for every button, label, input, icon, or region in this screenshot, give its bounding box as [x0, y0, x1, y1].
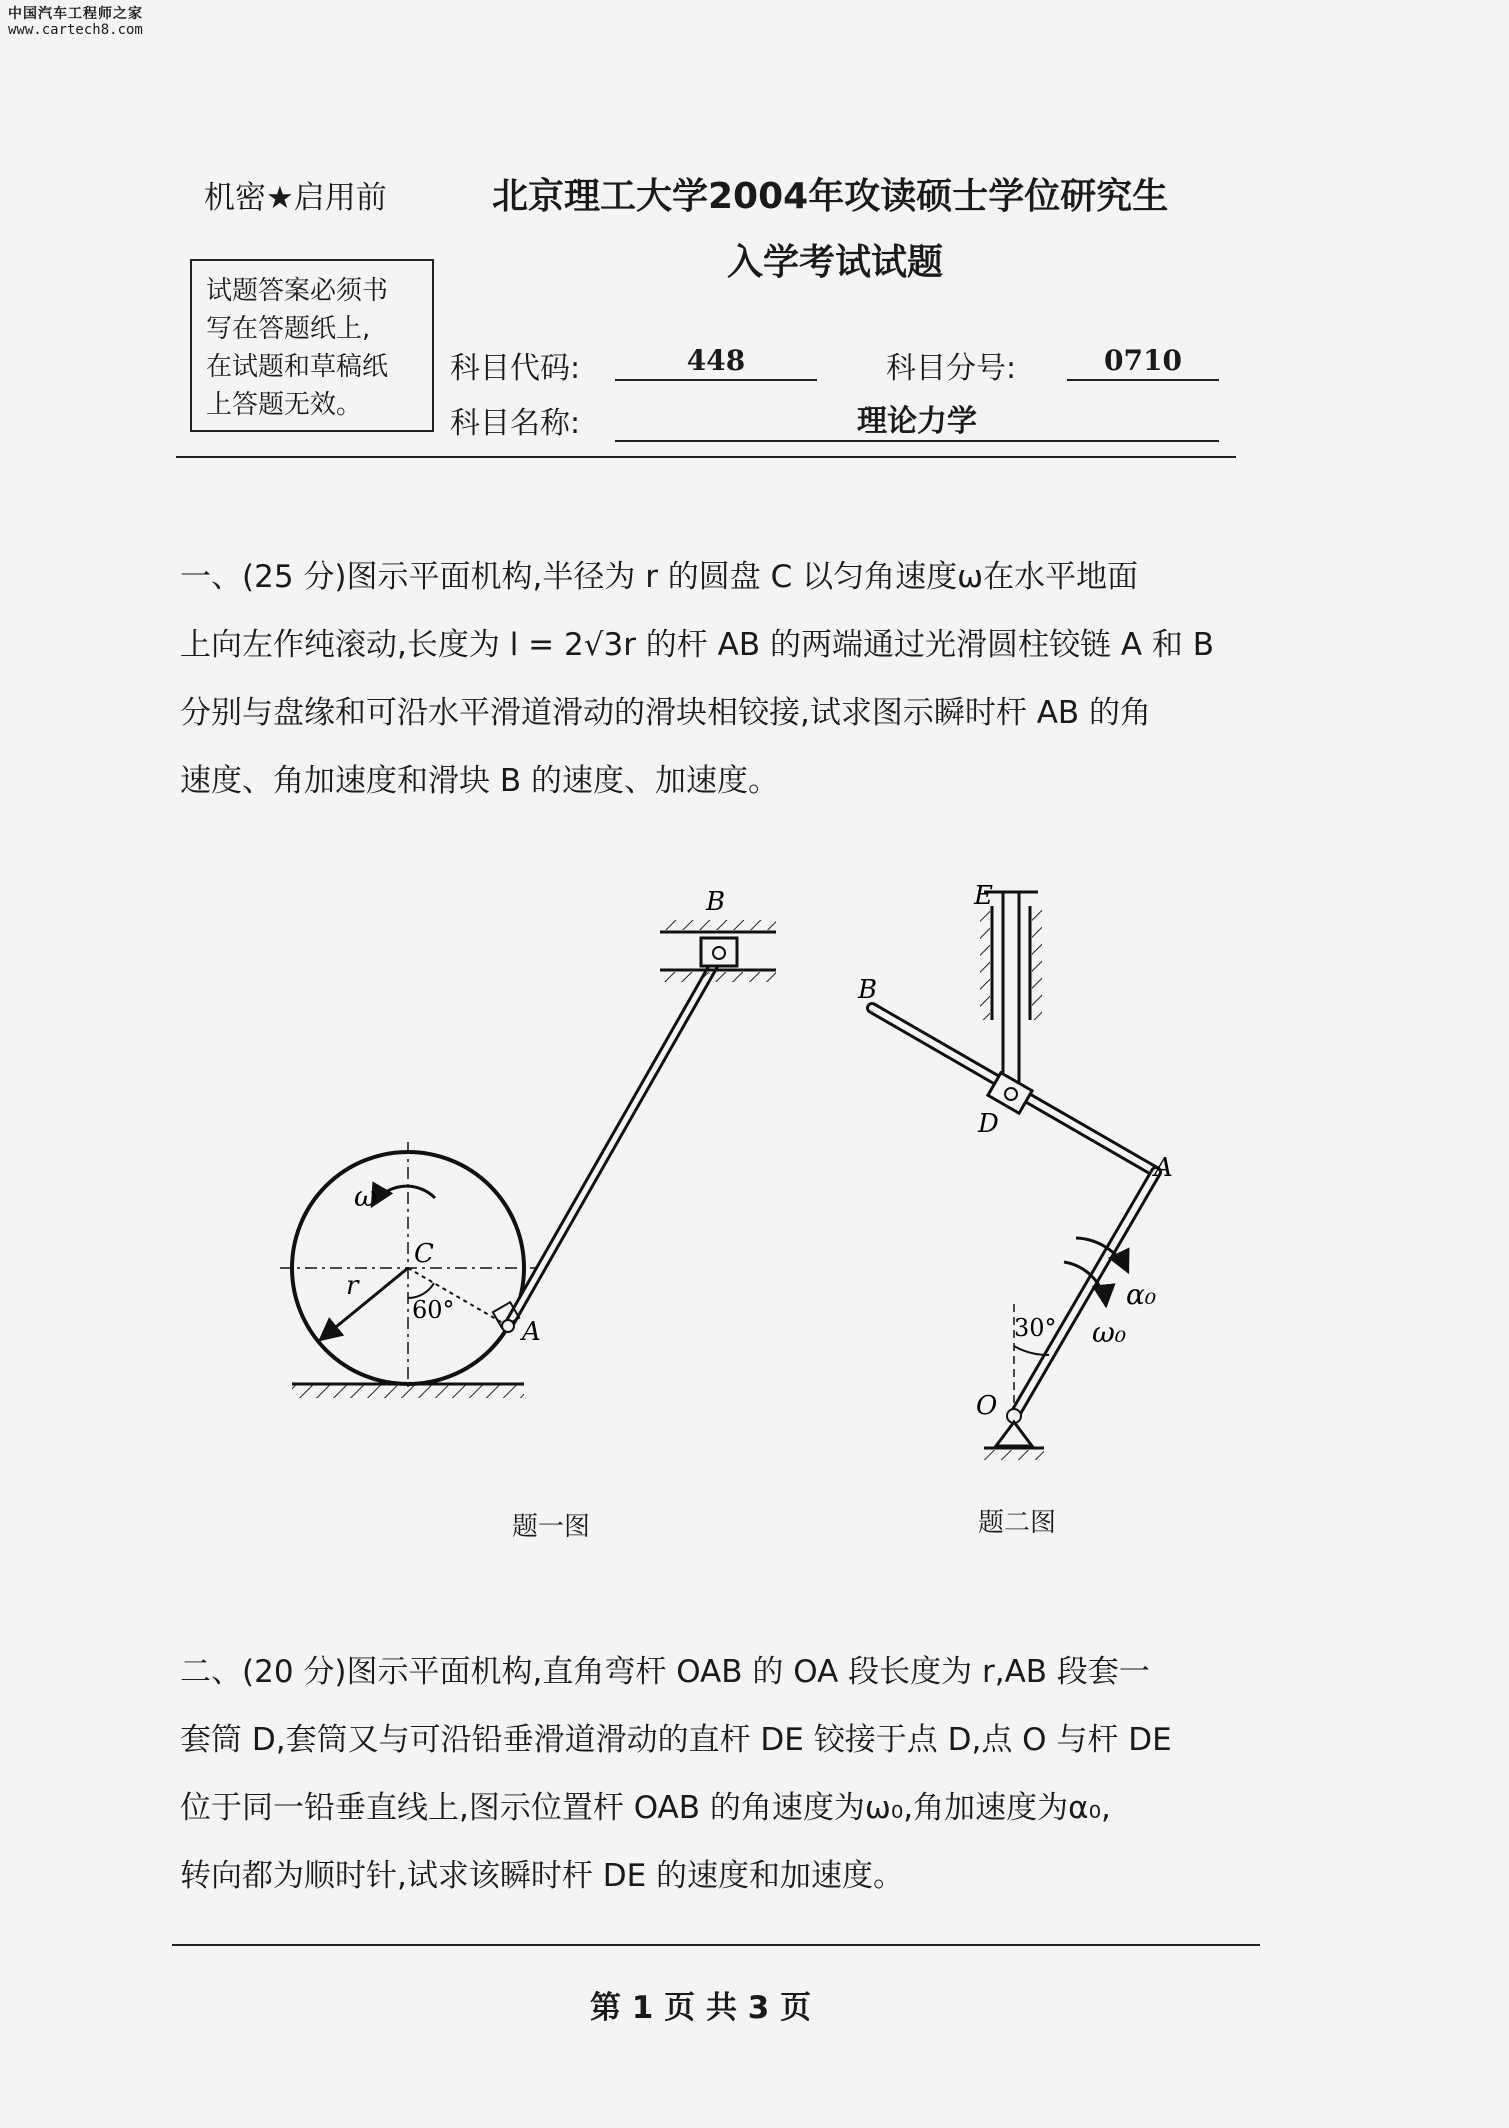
label-a: A [522, 1317, 541, 1347]
subject-name-value: 理论力学 [615, 396, 1219, 442]
figure-2-caption: 题二图 [978, 1508, 1057, 1538]
subject-code-value: 448 [615, 344, 817, 381]
label-r: r [346, 1271, 359, 1301]
label-omega-2: ω₀ [1092, 1316, 1127, 1349]
label-c: C [414, 1239, 434, 1269]
label-alpha: α₀ [1126, 1278, 1157, 1311]
page-number: 第 1 页 共 3 页 [590, 1990, 812, 2026]
footer-divider [172, 1944, 1260, 1946]
exam-title: 北京理工大学2004年攻读硕士学位研究生 [492, 176, 1169, 217]
label-b: B [706, 887, 726, 917]
problem-2-line: 套筒 D,套筒又与可沿铅垂滑道滑动的直杆 DE 铰接于点 D,点 O 与杆 DE [180, 1722, 1172, 1758]
problem-2-line: 位于同一铅垂直线上,图示位置杆 OAB 的角速度为ω₀,角加速度为α₀, [180, 1790, 1111, 1826]
omega-arrow-icon [372, 1186, 435, 1206]
problem-2 [180, 1638, 1250, 1910]
figure-1-caption: 题一图 [512, 1512, 591, 1542]
hinge-a [502, 1320, 514, 1332]
label-omega: ω [354, 1180, 377, 1213]
rod-ab-inner [508, 956, 719, 1326]
hinge-d [1005, 1088, 1017, 1100]
problem-1-line: 一、(25 分)图示平面机构,半径为 r 的圆盘 C 以匀角速度ω在水平地面 [180, 559, 1139, 595]
figure-1-diagram [280, 887, 776, 1398]
guide-bottom-hatch [660, 972, 776, 982]
subject-number-label: 科目分号: [886, 351, 1017, 386]
watermark-url: www.cartech8.com [8, 22, 143, 39]
label-e: E [974, 881, 993, 911]
label-angle-60: 60° [412, 1296, 455, 1324]
subject-number-value: 0710 [1067, 344, 1219, 381]
hinge-b [713, 947, 725, 959]
label-a-2: A [1154, 1153, 1173, 1183]
support-o [996, 1422, 1032, 1446]
notice-line: 上答题无效。 [206, 390, 363, 420]
label-b-2: B [858, 975, 878, 1005]
notice-line: 试题答案必须书 [206, 276, 389, 306]
problem-2-line: 转向都为顺时针,试求该瞬时杆 DE 的速度和加速度。 [180, 1858, 905, 1894]
subject-name-label: 科目名称: [450, 406, 581, 441]
vertical-guide-left-hatch [980, 906, 990, 1020]
vertical-guide-right-hatch [1032, 906, 1042, 1020]
subject-code-label: 科目代码: [450, 351, 581, 386]
exam-subtitle: 入学考试试题 [727, 242, 944, 283]
rod-de [1003, 892, 1019, 1092]
label-angle-30: 30° [1014, 1314, 1057, 1342]
figure-2-diagram [857, 881, 1173, 1460]
problem-2-line: 二、(20 分)图示平面机构,直角弯杆 OAB 的 OA 段长度为 r,AB 段套一 [180, 1654, 1150, 1690]
label-d: D [978, 1109, 999, 1139]
guide-top-hatch [660, 920, 776, 930]
confidential-mark: 机密★启用前 [204, 180, 387, 216]
watermark-site-name: 中国汽车工程师之家 [8, 6, 143, 22]
notice-line: 在试题和草稿纸 [206, 352, 389, 382]
notice-line: 写在答题纸上, [206, 314, 371, 344]
problem-1-line: 分别与盘缘和可沿水平滑道滑动的滑块相铰接,试求图示瞬时杆 AB 的角 [180, 695, 1152, 731]
support-o-hatch [984, 1450, 1044, 1460]
label-o: O [976, 1391, 998, 1421]
radius-arrow [320, 1268, 408, 1340]
problem-1-line: 上向左作纯滚动,长度为 l = 2√3r 的杆 AB 的两端通过光滑圆柱铰链 A 和 B [180, 627, 1215, 663]
problem-1-line: 速度、角加速度和滑块 B 的速度、加速度。 [180, 763, 779, 799]
